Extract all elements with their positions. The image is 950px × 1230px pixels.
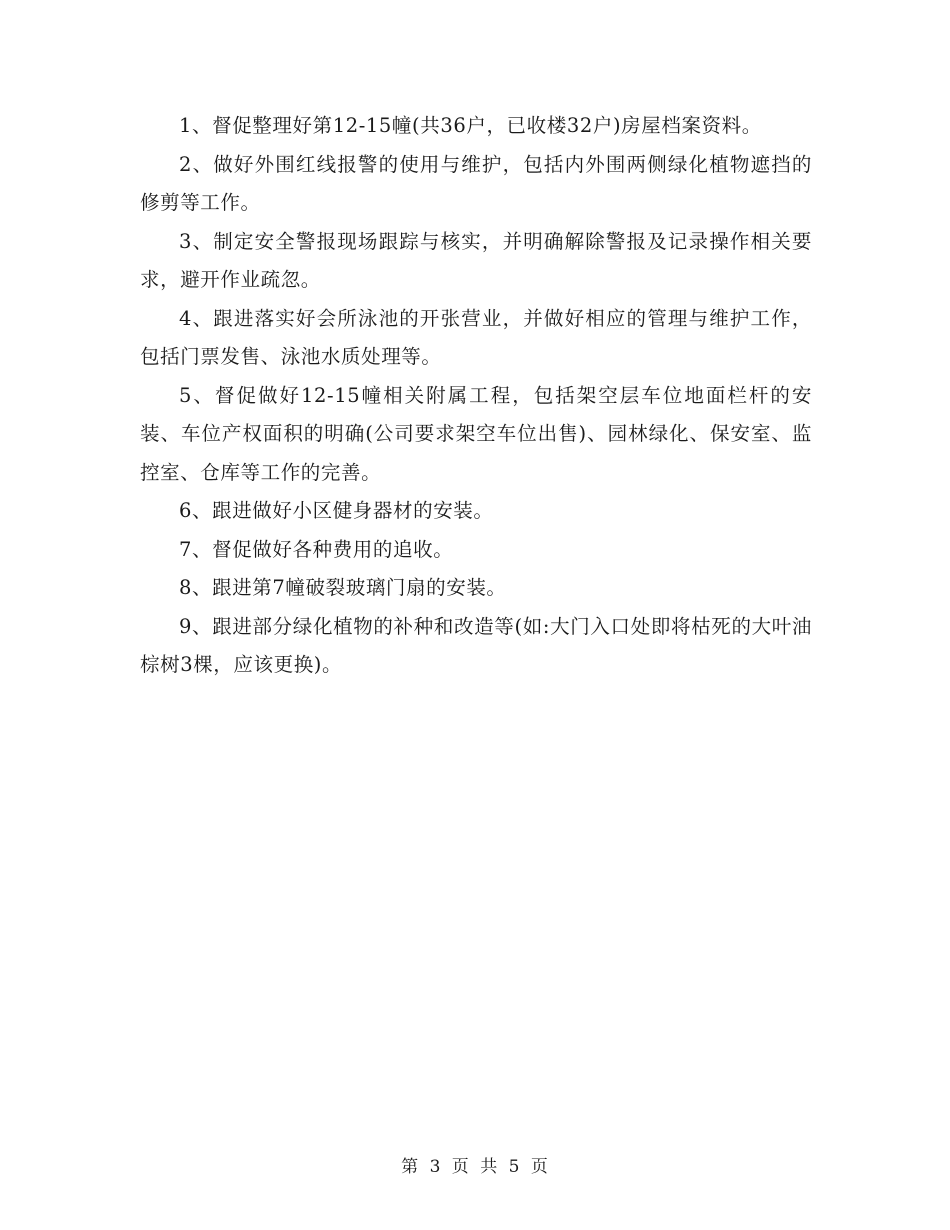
paragraph-item-7: 7、督促做好各种费用的追收。 — [179, 537, 454, 561]
paragraph-item-6: 6、跟进做好小区健身器材的安装。 — [179, 499, 494, 522]
paragraph-item-8: 8、跟进第7幢破裂玻璃门扇的安装。 — [179, 576, 507, 599]
paragraph-item-1: 1、督促整理好第12-15幢(共36户，已收楼32户)房屋档案资料。 — [179, 114, 762, 137]
document-body — [140, 107, 812, 685]
page-footer-indicator: 第 3 页 共 5 页 — [401, 1157, 549, 1177]
paragraph-item-9: 9、跟进部分绿化植物的补种和改造等(如:大门入口处即将枯死的大叶油棕树3棵，应该更换)。 — [140, 614, 812, 676]
paragraph-item-4: 4、跟进落实好会所泳池的开张营业，并做好相应的管理与维护工作，包括门票发售、泳池水质处理等。 — [140, 306, 812, 368]
paragraph-item-3: 3、制定安全警报现场跟踪与核实，并明确解除警报及记录操作相关要求，避开作业疏忽。 — [140, 229, 812, 291]
paragraph-item-2: 2、做好外围红线报警的使用与维护，包括内外围两侧绿化植物遮挡的修剪等工作。 — [140, 152, 812, 214]
paragraph-item-5: 5、督促做好12-15幢相关附属工程，包括架空层车位地面栏杆的安装、车位产权面积的明确(公司要求架空车位出售)、园林绿化、保安室、监控室、仓库等工作的完善。 — [140, 383, 812, 484]
